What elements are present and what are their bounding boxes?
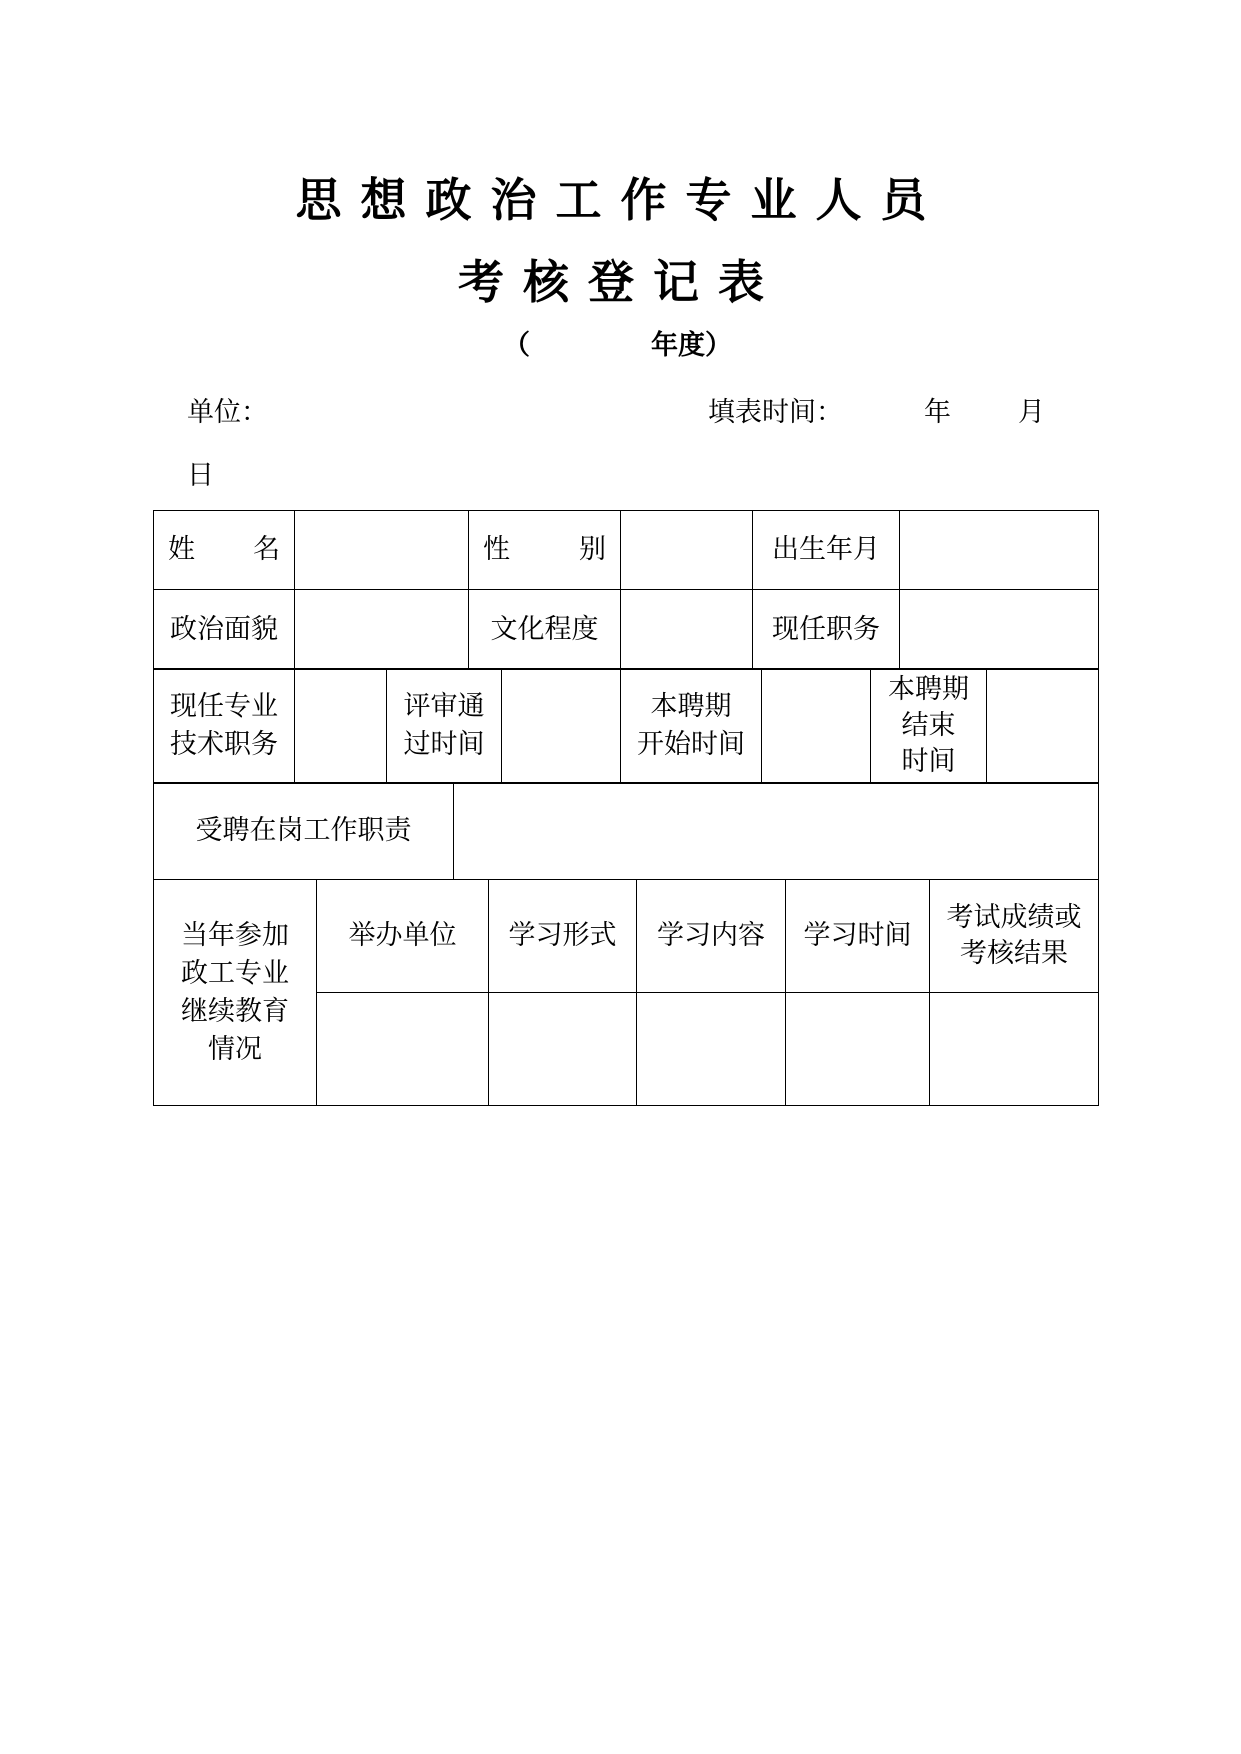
education-label: 文化程度 [469,590,621,670]
hire-end-label: 本聘期 结束 时间 [871,669,987,784]
study-time-header: 学习时间 [786,880,930,993]
name-label-cell [154,511,295,590]
result-value-cell[interactable] [930,993,1099,1106]
study-time-value-cell[interactable] [786,993,930,1106]
fill-time-label: 填表时间： [708,397,843,428]
fill-day-label: 日 [187,460,214,491]
form-title-line1: 思想政治工作专业人员 [295,173,946,227]
unit-label: 单位： [187,397,268,428]
hire-start-label: 本聘期 开始时间 [621,669,762,784]
study-form-value-cell[interactable] [489,993,637,1106]
study-content-header: 学习内容 [637,880,786,993]
name-label-b: 名 [253,534,280,565]
year-open-paren: （ [503,330,530,361]
duties-label: 受聘在岗工作职责 [154,783,454,880]
position-label: 现任职务 [753,590,900,670]
education-table [153,879,1099,1106]
hire-start-value-cell[interactable] [762,669,871,784]
position-value-cell[interactable] [900,590,1099,670]
birth-label: 出生年月 [753,511,900,590]
pro-title-value-cell[interactable] [295,669,387,784]
fill-month-label: 月 [1018,397,1045,428]
name-label-a: 姓 [168,534,195,565]
review-time-value-cell[interactable] [502,669,621,784]
birth-value-cell[interactable] [900,511,1099,590]
political-value-cell[interactable] [295,590,469,670]
result-header: 考试成绩或 考核结果 [930,880,1099,993]
review-time-label: 评审通 过时间 [387,669,502,784]
basic-info-table [153,510,1099,670]
duties-value-cell[interactable] [454,783,1099,880]
year-label: 年度） [651,330,732,361]
duties-table [153,782,1099,880]
edu-label: 当年参加 政工专业 继续教育 情况 [154,880,317,1106]
political-label: 政治面貌 [154,590,295,670]
organizer-value-cell[interactable] [317,993,489,1106]
pro-title-label: 现任专业 技术职务 [154,669,295,784]
gender-label-a: 性 [483,534,510,565]
fill-year-label: 年 [924,397,951,428]
gender-label-b: 别 [579,534,606,565]
name-value-cell[interactable] [295,511,469,590]
gender-label-cell [469,511,621,590]
hire-end-value-cell[interactable] [987,669,1099,784]
study-form-header: 学习形式 [489,880,637,993]
gender-value-cell[interactable] [621,511,753,590]
education-value-cell[interactable] [621,590,753,670]
study-content-value-cell[interactable] [637,993,786,1106]
organizer-header: 举办单位 [317,880,489,993]
form-title-line2: 考核登记表 [458,255,783,309]
title-info-table [153,668,1099,784]
